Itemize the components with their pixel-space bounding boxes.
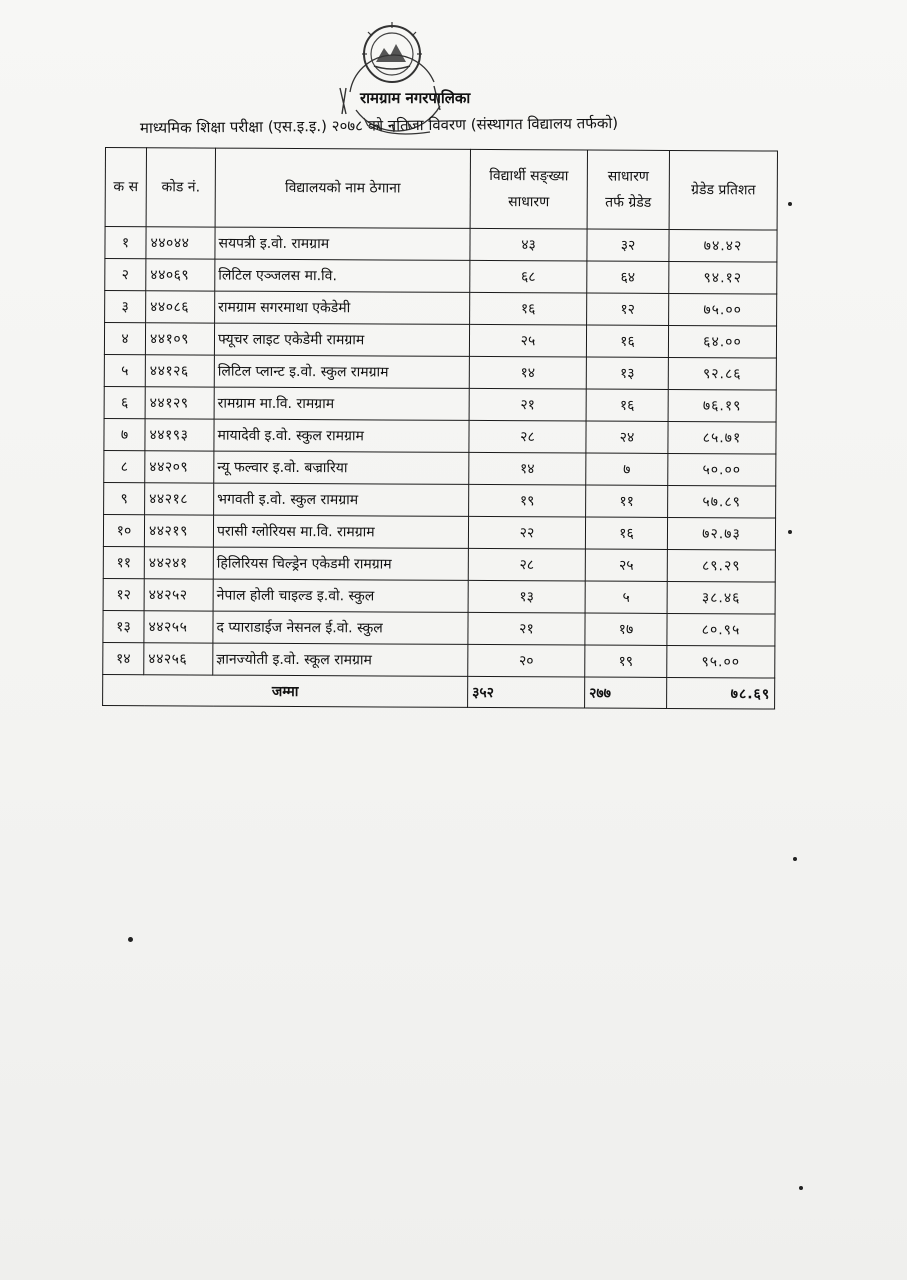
header-code: कोड नं. bbox=[146, 148, 215, 227]
total-percent: ७८.६९ bbox=[667, 677, 775, 709]
cell-percent: ५७.८९ bbox=[668, 485, 776, 518]
cell-graded: ५ bbox=[585, 581, 667, 613]
header-graded bbox=[587, 150, 669, 229]
table-row bbox=[104, 482, 776, 518]
cell-percent: ८५.७१ bbox=[668, 421, 776, 454]
table-row bbox=[104, 323, 776, 359]
scan-speck bbox=[128, 937, 133, 942]
cell-serial: १ bbox=[105, 227, 146, 259]
scan-speck bbox=[788, 202, 792, 206]
cell-students: २८ bbox=[469, 420, 586, 453]
table-row bbox=[103, 642, 775, 678]
cell-percent: ९५.०० bbox=[667, 645, 775, 678]
cell-students: २८ bbox=[468, 548, 585, 581]
cell-school: लिटिल प्लान्ट इ.वो. स्कुल रामग्राम bbox=[214, 355, 469, 388]
scan-speck bbox=[799, 1186, 803, 1190]
cell-code: ४४२१९ bbox=[144, 515, 213, 547]
cell-school: न्यू फल्वार इ.वो. बज्रारिया bbox=[214, 451, 469, 484]
cell-graded: १६ bbox=[585, 517, 667, 549]
cell-code: ४४१९३ bbox=[145, 419, 214, 451]
cell-students: १३ bbox=[468, 580, 585, 613]
header-graded-line2: तर्फ ग्रेडेड bbox=[605, 194, 652, 211]
header-serial: क स bbox=[105, 148, 146, 227]
cell-percent: ७४.४२ bbox=[669, 229, 777, 262]
table-row bbox=[103, 514, 775, 550]
cell-students: १४ bbox=[469, 452, 586, 485]
header-graded-line1: साधारण bbox=[607, 168, 649, 185]
cell-serial: १० bbox=[103, 514, 144, 546]
cell-percent: ९२.८६ bbox=[668, 357, 776, 390]
table-row bbox=[104, 418, 776, 454]
cell-students: २२ bbox=[468, 516, 585, 549]
cell-graded: १७ bbox=[585, 613, 667, 645]
table-row bbox=[104, 386, 776, 422]
cell-school: हिलिरियस चिल्ड्रेन एकेडमी रामग्राम bbox=[213, 547, 468, 580]
cell-percent: ८९.२९ bbox=[667, 549, 775, 582]
cell-students: १९ bbox=[469, 484, 586, 517]
table-row bbox=[104, 354, 776, 390]
cell-serial: ३ bbox=[105, 291, 146, 323]
cell-graded: ११ bbox=[586, 485, 668, 517]
cell-serial: १३ bbox=[103, 610, 144, 642]
cell-code: ४४२५२ bbox=[144, 579, 213, 611]
cell-graded: १६ bbox=[586, 389, 668, 421]
cell-graded: २४ bbox=[586, 421, 668, 453]
cell-students: ६८ bbox=[470, 260, 587, 293]
cell-serial: ६ bbox=[104, 386, 145, 418]
cell-students: १६ bbox=[470, 292, 587, 325]
total-graded: २७७ bbox=[585, 677, 667, 708]
cell-percent: ५०.०० bbox=[668, 453, 776, 486]
cell-code: ४४०८६ bbox=[146, 291, 215, 323]
cell-graded: ३२ bbox=[587, 229, 669, 261]
table-row bbox=[103, 578, 775, 614]
cell-students: २१ bbox=[469, 388, 586, 421]
cell-graded: २५ bbox=[585, 549, 667, 581]
cell-students: २० bbox=[468, 644, 585, 677]
cell-percent: ९४.१२ bbox=[669, 261, 777, 294]
cell-school: लिटिल एञ्जलस मा.वि. bbox=[215, 259, 470, 292]
cell-graded: १९ bbox=[585, 645, 667, 677]
cell-code: ४४२०९ bbox=[145, 451, 214, 483]
header-school: विद्यालयको नाम ठेगाना bbox=[215, 148, 470, 228]
scan-speck bbox=[793, 857, 797, 861]
cell-students: ४३ bbox=[470, 228, 587, 261]
header-students-line1: विद्यार्थी सङ्ख्या bbox=[489, 168, 569, 185]
header-percent: ग्रेडेड प्रतिशत bbox=[669, 150, 777, 230]
cell-graded: १२ bbox=[587, 293, 669, 325]
cell-percent: ६४.०० bbox=[668, 325, 776, 358]
cell-school: द प्याराडाईज नेसनल ई.वो. स्कुल bbox=[213, 611, 468, 644]
cell-serial: १२ bbox=[103, 578, 144, 610]
cell-code: ४४१२६ bbox=[145, 355, 214, 387]
table-row bbox=[105, 259, 777, 295]
scan-speck bbox=[788, 530, 792, 534]
cell-code: ४४२१८ bbox=[145, 483, 214, 515]
total-row bbox=[103, 674, 775, 709]
table-header-row bbox=[105, 148, 777, 231]
cell-code: ४४०६९ bbox=[146, 259, 215, 291]
cell-code: ४४२४१ bbox=[144, 547, 213, 579]
cell-school: मायादेवी इ.वो. स्कुल रामग्राम bbox=[214, 419, 469, 452]
table-row bbox=[104, 450, 776, 486]
cell-school: नेपाल होली चाइल्ड इ.वो. स्कुल bbox=[213, 579, 468, 612]
results-table bbox=[102, 147, 778, 710]
cell-graded: १६ bbox=[586, 325, 668, 357]
cell-school: परासी ग्लोरियस मा.वि. रामग्राम bbox=[213, 515, 468, 548]
cell-percent: ७५.०० bbox=[669, 293, 777, 326]
cell-code: ४४१०९ bbox=[145, 323, 214, 355]
cell-serial: ७ bbox=[104, 418, 145, 450]
header-students-line2: साधारण bbox=[508, 194, 550, 211]
cell-code: ४४१२९ bbox=[145, 387, 214, 419]
cell-school: सयपत्री इ.वो. रामग्राम bbox=[215, 227, 470, 260]
cell-percent: ३८.४६ bbox=[667, 581, 775, 614]
cell-serial: ११ bbox=[103, 546, 144, 578]
cell-code: ४४२५५ bbox=[144, 611, 213, 643]
cell-students: २५ bbox=[469, 324, 586, 357]
table-row bbox=[105, 291, 777, 327]
header-students bbox=[470, 149, 587, 229]
cell-serial: ९ bbox=[104, 482, 145, 514]
total-label: जम्मा bbox=[103, 674, 468, 707]
cell-graded: १३ bbox=[586, 357, 668, 389]
table-row bbox=[103, 610, 775, 646]
cell-graded: ६४ bbox=[587, 261, 669, 293]
cell-code: ४४०४४ bbox=[146, 227, 215, 259]
municipality-name: रामग्राम नगरपालिका bbox=[360, 89, 471, 107]
cell-school: रामग्राम मा.वि. रामग्राम bbox=[214, 387, 469, 420]
cell-percent: ७६.१९ bbox=[668, 389, 776, 422]
document-title: माध्यमिक शिक्षा परीक्षा (एस.इ.इ.) २०७८ को नतिजा विवरण (संस्थागत विद्यालय तर्फको) bbox=[139, 113, 619, 137]
cell-students: २१ bbox=[468, 612, 585, 645]
total-students: ३५२ bbox=[468, 676, 585, 708]
table-row bbox=[105, 227, 777, 263]
cell-serial: १४ bbox=[103, 642, 144, 674]
cell-serial: ५ bbox=[104, 354, 145, 386]
cell-students: १४ bbox=[469, 356, 586, 389]
cell-school: ज्ञानज्योती इ.वो. स्कूल रामग्राम bbox=[213, 643, 468, 676]
cell-serial: २ bbox=[105, 259, 146, 291]
cell-school: रामग्राम सगरमाथा एकेडेमी bbox=[215, 291, 470, 324]
cell-serial: ८ bbox=[104, 450, 145, 482]
cell-code: ४४२५६ bbox=[144, 643, 213, 675]
cell-percent: ८०.९५ bbox=[667, 613, 775, 646]
cell-school: फ्यूचर लाइट एकेडेमी रामग्राम bbox=[214, 323, 469, 356]
cell-school: भगवती इ.वो. स्कुल रामग्राम bbox=[214, 483, 469, 516]
cell-percent: ७२.७३ bbox=[667, 517, 775, 550]
cell-serial: ४ bbox=[104, 323, 145, 355]
table-row bbox=[103, 546, 775, 582]
cell-graded: ७ bbox=[586, 453, 668, 485]
